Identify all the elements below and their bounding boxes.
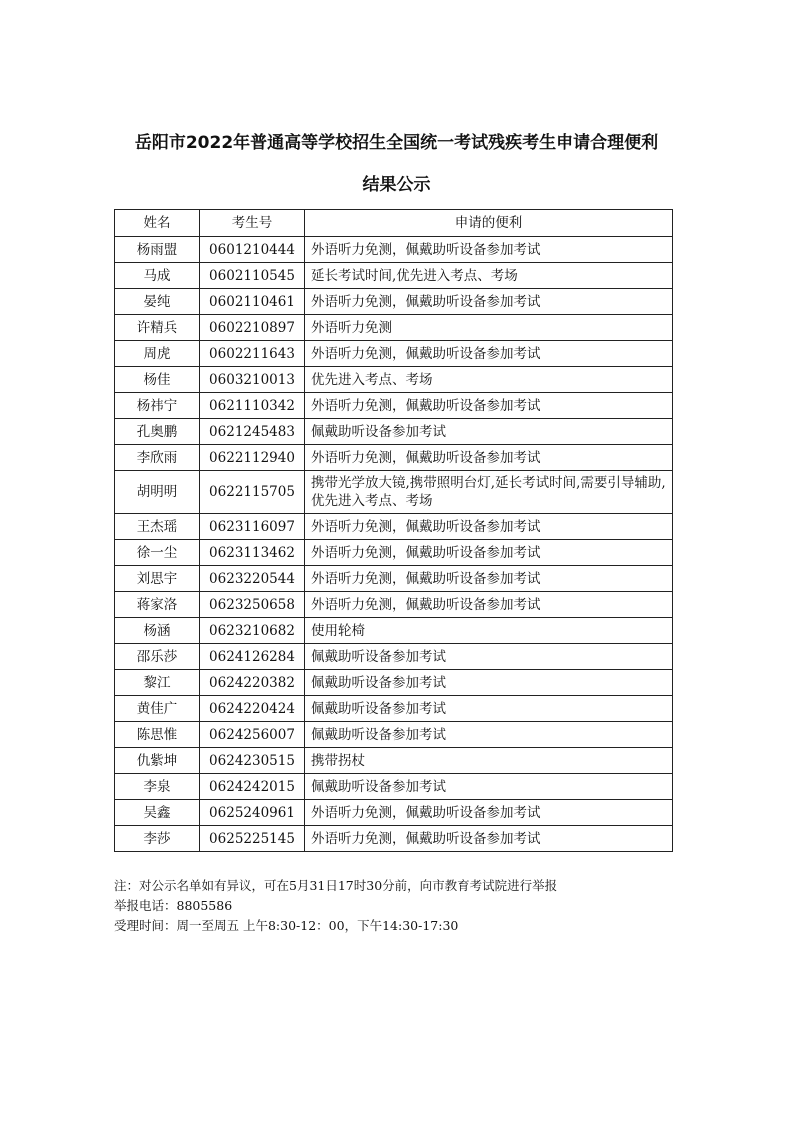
cell-name: 徐一尘	[115, 540, 200, 566]
table-row	[115, 393, 673, 419]
header-name: 姓名	[115, 210, 200, 237]
cell-request: 外语听力免测，佩戴助听设备参加考试	[305, 341, 673, 367]
table-row	[115, 419, 673, 445]
cell-exam-id: 0624220382	[200, 670, 305, 696]
cell-request: 佩戴助听设备参加考试	[305, 722, 673, 748]
table-row	[115, 540, 673, 566]
cell-name: 周虎	[115, 341, 200, 367]
cell-name: 李莎	[115, 826, 200, 852]
cell-request: 佩戴助听设备参加考试	[305, 696, 673, 722]
table-row	[115, 670, 673, 696]
cell-exam-id: 0624230515	[200, 748, 305, 774]
cell-request: 外语听力免测	[305, 315, 673, 341]
results-table	[114, 209, 673, 852]
cell-request: 佩戴助听设备参加考试	[305, 774, 673, 800]
cell-name: 蒋家洛	[115, 592, 200, 618]
cell-request: 外语听力免测，佩戴助听设备参加考试	[305, 445, 673, 471]
cell-exam-id: 0623113462	[200, 540, 305, 566]
cell-request: 外语听力免测，佩戴助听设备参加考试	[305, 237, 673, 263]
notes-section	[114, 876, 557, 936]
table-row	[115, 748, 673, 774]
cell-name: 晏纯	[115, 289, 200, 315]
cell-request: 携带光学放大镜,携带照明台灯,延长考试时间,需要引导辅助,优先进入考点、考场	[305, 471, 673, 514]
table-row	[115, 800, 673, 826]
cell-name: 邵乐莎	[115, 644, 200, 670]
cell-exam-id: 0602211643	[200, 341, 305, 367]
cell-name: 许精兵	[115, 315, 200, 341]
table-row	[115, 826, 673, 852]
cell-exam-id: 0624242015	[200, 774, 305, 800]
cell-exam-id: 0602110545	[200, 263, 305, 289]
cell-name: 马成	[115, 263, 200, 289]
table-row	[115, 514, 673, 540]
cell-exam-id: 0621245483	[200, 419, 305, 445]
cell-name: 仇紫坤	[115, 748, 200, 774]
cell-exam-id: 0624126284	[200, 644, 305, 670]
table-row	[115, 618, 673, 644]
cell-request: 外语听力免测，佩戴助听设备参加考试	[305, 566, 673, 592]
cell-exam-id: 0622112940	[200, 445, 305, 471]
cell-name: 杨祎宁	[115, 393, 200, 419]
document-title: 岳阳市2022年普通高等学校招生全国统一考试残疾考生申请合理便利	[134, 133, 659, 153]
cell-exam-id: 0603210013	[200, 367, 305, 393]
table-row	[115, 237, 673, 263]
table-row	[115, 774, 673, 800]
cell-request: 佩戴助听设备参加考试	[305, 670, 673, 696]
cell-name: 孔奥鹏	[115, 419, 200, 445]
cell-name: 刘思宇	[115, 566, 200, 592]
cell-name: 杨涵	[115, 618, 200, 644]
cell-name: 胡明明	[115, 471, 200, 514]
cell-request: 使用轮椅	[305, 618, 673, 644]
cell-exam-id: 0625240961	[200, 800, 305, 826]
table-header-row	[115, 210, 673, 237]
table-row	[115, 722, 673, 748]
cell-exam-id: 0621110342	[200, 393, 305, 419]
table-row	[115, 315, 673, 341]
cell-exam-id: 0601210444	[200, 237, 305, 263]
table-row	[115, 445, 673, 471]
cell-exam-id: 0624256007	[200, 722, 305, 748]
cell-exam-id: 0602110461	[200, 289, 305, 315]
table-row	[115, 644, 673, 670]
cell-request: 外语听力免测，佩戴助听设备参加考试	[305, 592, 673, 618]
cell-exam-id: 0622115705	[200, 471, 305, 514]
table-row	[115, 367, 673, 393]
table-row	[115, 341, 673, 367]
note-report-phone: 举报电话：8805586	[114, 898, 233, 913]
header-exam-id: 考生号	[200, 210, 305, 237]
cell-exam-id: 0623250658	[200, 592, 305, 618]
cell-request: 外语听力免测，佩戴助听设备参加考试	[305, 393, 673, 419]
cell-exam-id: 0623220544	[200, 566, 305, 592]
cell-request: 外语听力免测，佩戴助听设备参加考试	[305, 800, 673, 826]
cell-request: 外语听力免测，佩戴助听设备参加考试	[305, 514, 673, 540]
cell-name: 李泉	[115, 774, 200, 800]
cell-exam-id: 0602210897	[200, 315, 305, 341]
table-row	[115, 289, 673, 315]
cell-name: 李欣雨	[115, 445, 200, 471]
cell-name: 王杰瑶	[115, 514, 200, 540]
cell-request: 外语听力免测，佩戴助听设备参加考试	[305, 289, 673, 315]
cell-name: 黄佳广	[115, 696, 200, 722]
note-objection: 注：对公示名单如有异议，可在5月31日17时30分前，向市教育考试院进行举报	[114, 878, 558, 893]
cell-exam-id: 0624220424	[200, 696, 305, 722]
cell-request: 外语听力免测，佩戴助听设备参加考试	[305, 540, 673, 566]
cell-request: 携带拐杖	[305, 748, 673, 774]
cell-name: 陈思惟	[115, 722, 200, 748]
note-office-hours: 受理时间：周一至周五 上午8:30-12：00，下午14:30-17:30	[114, 918, 459, 933]
cell-name: 杨雨盟	[115, 237, 200, 263]
cell-request: 外语听力免测，佩戴助听设备参加考试	[305, 826, 673, 852]
header-request: 申请的便利	[305, 210, 673, 237]
cell-name: 黎江	[115, 670, 200, 696]
cell-exam-id: 0623210682	[200, 618, 305, 644]
cell-request: 优先进入考点、考场	[305, 367, 673, 393]
table-row	[115, 592, 673, 618]
cell-exam-id: 0623116097	[200, 514, 305, 540]
cell-exam-id: 0625225145	[200, 826, 305, 852]
table-row	[115, 696, 673, 722]
cell-request: 延长考试时间,优先进入考点、考场	[305, 263, 673, 289]
cell-request: 佩戴助听设备参加考试	[305, 644, 673, 670]
cell-request: 佩戴助听设备参加考试	[305, 419, 673, 445]
table-row	[115, 566, 673, 592]
table-row	[115, 471, 673, 514]
document-title-continued: 结果公示	[362, 175, 431, 195]
cell-name: 吴鑫	[115, 800, 200, 826]
cell-name: 杨佳	[115, 367, 200, 393]
table-row	[115, 263, 673, 289]
